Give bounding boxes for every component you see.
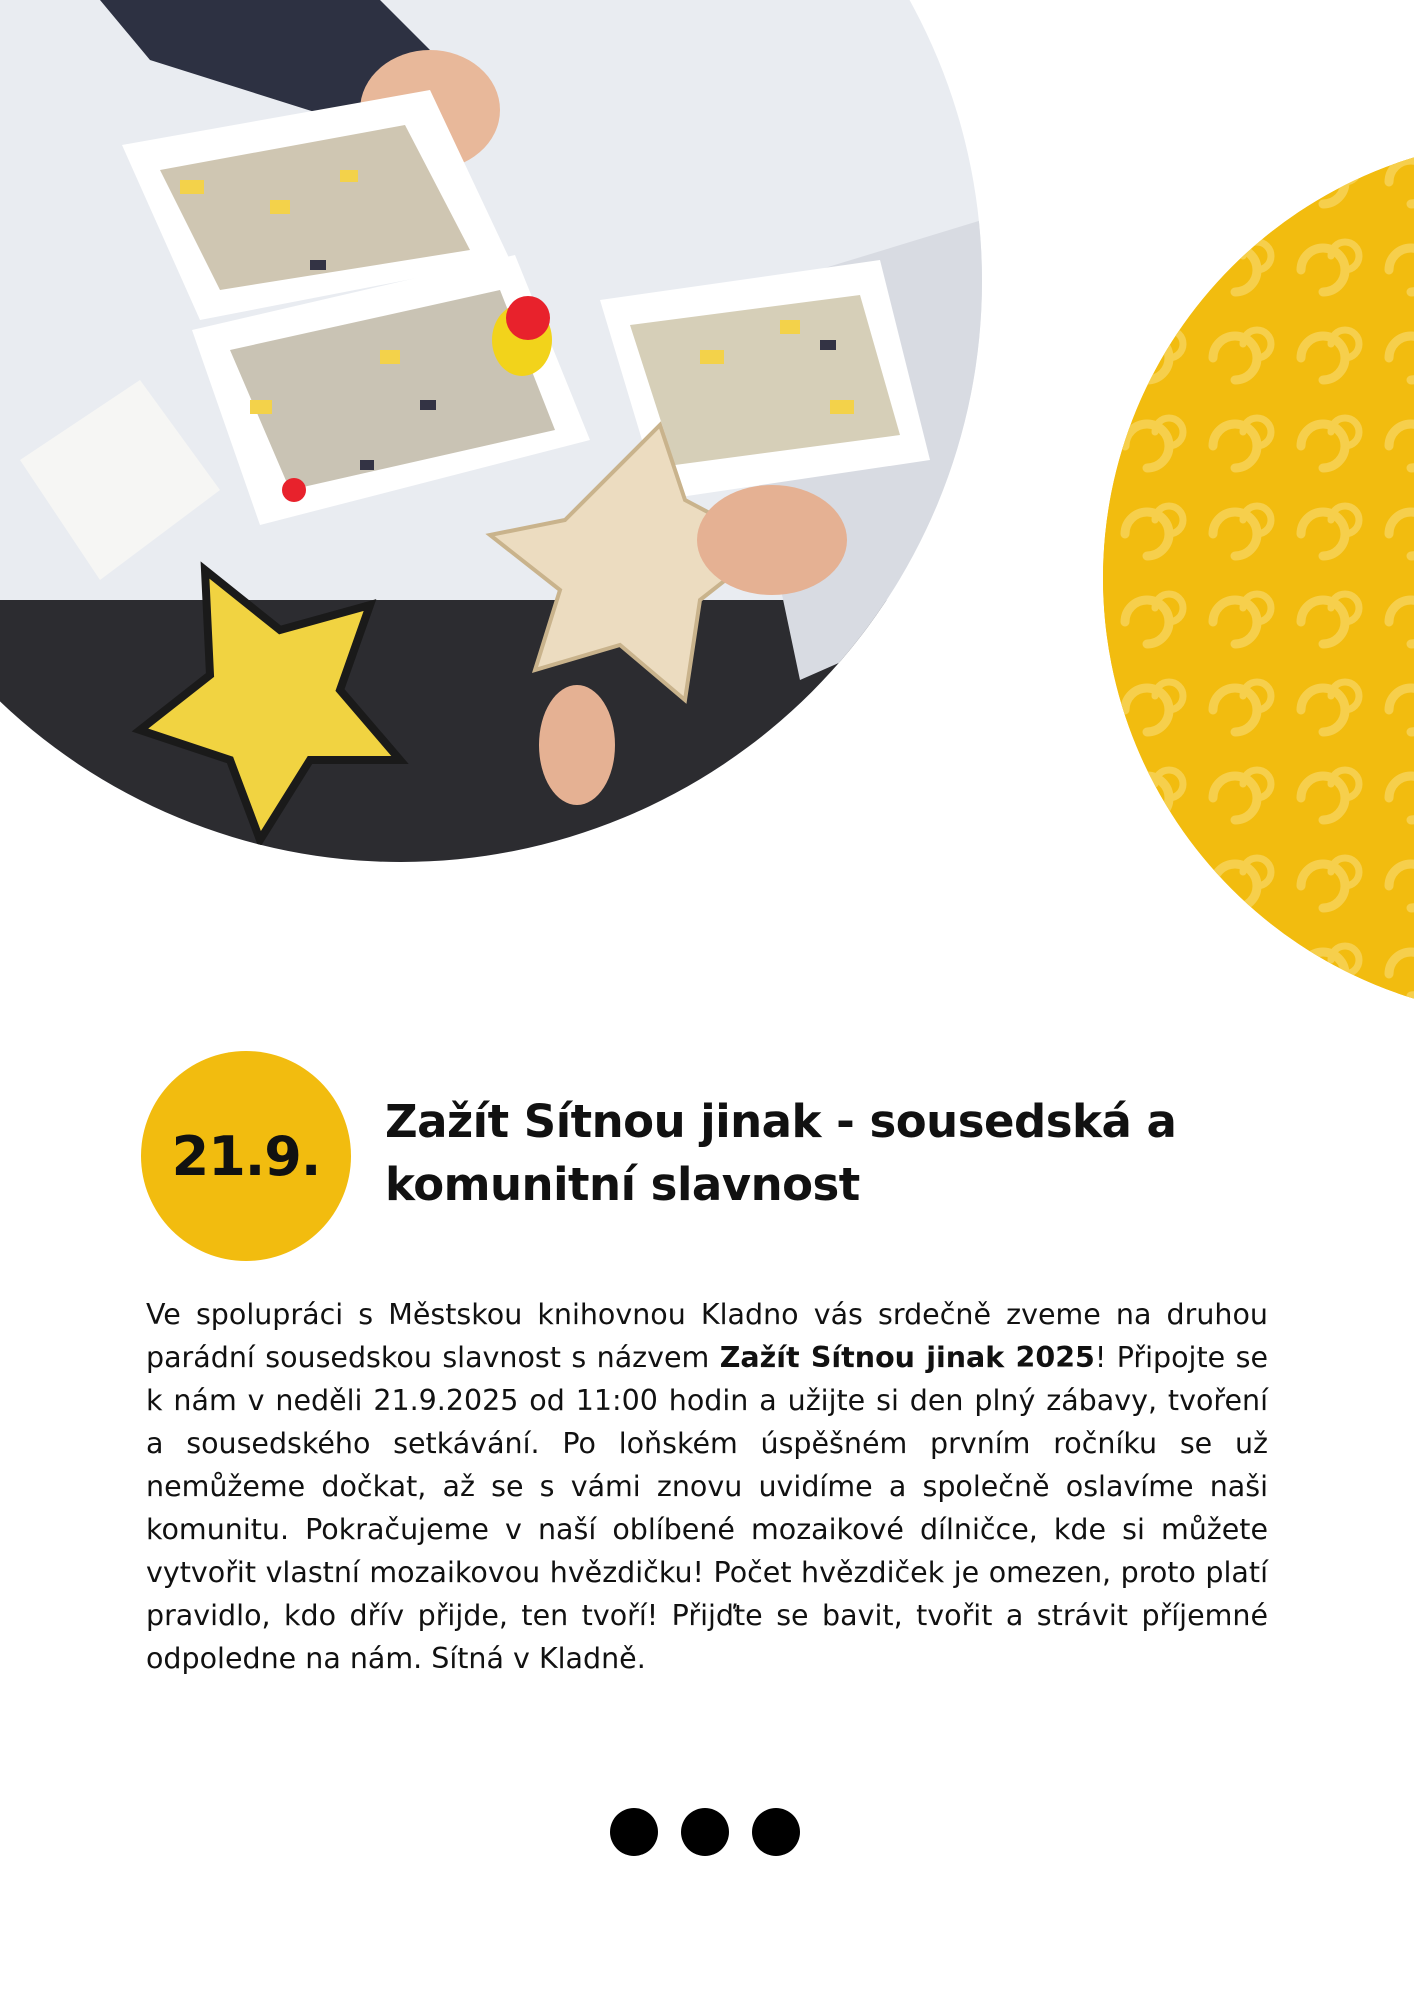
event-photo xyxy=(0,0,982,862)
date-badge xyxy=(141,1051,351,1261)
dot-1 xyxy=(610,1808,658,1856)
event-date: 21.9. xyxy=(171,1124,321,1188)
description-part2: ! Připojte se k nám v neděli 21.9.2025 od 11:00 hodin a užijte si den plný zábavy, tvoření a sousedského setkávání. Po loňském úspěšném prvním ročníku se už nemůžeme dočkat, až se s vámi znovu uvidíme a společně oslavíme naši komunitu. Pokračujeme v naší oblíbené mozaikové dílničce, kde si můžete vytvořit vlastní mozaikovou hvězdičku! Počet hvězdiček je omezen, proto platí pravidlo, kdo dřív přijde, ten tvoří! Přijďte se bavit, tvořit a strávit příjemné odpoledne na nám. Sítná v Kladně. xyxy=(146,1341,1268,1675)
dot-2 xyxy=(681,1808,729,1856)
swirl-pattern-icon xyxy=(1103,138,1414,1018)
event-title-line2: komunitní slavnost xyxy=(385,1158,860,1211)
event-title-line1: Zažít Sítnou jinak - sousedská a xyxy=(385,1095,1177,1148)
decorative-circle xyxy=(1103,138,1414,1018)
mosaic-workshop-photo xyxy=(0,0,982,862)
description-part1: Ve spolupráci s Městskou knihovnou Kladno vás srdečně zveme na druhou parádní sousedskou slavnost s názvem xyxy=(146,1298,1268,1374)
more-dots xyxy=(610,1808,800,1856)
event-title xyxy=(385,1090,1325,1216)
dot-3 xyxy=(752,1808,800,1856)
description-bold: Zažít Sítnou jinak 2025 xyxy=(719,1341,1095,1374)
event-description xyxy=(146,1293,1268,1680)
